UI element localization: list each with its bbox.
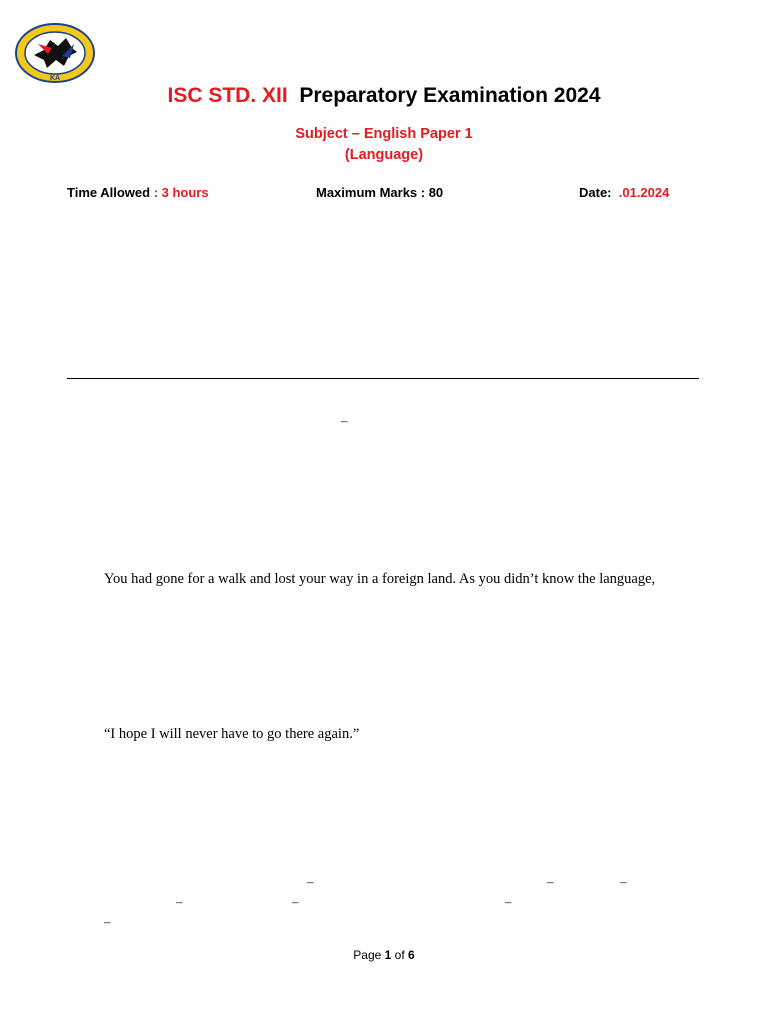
svg-text:KA: KA <box>49 75 61 82</box>
page-title <box>0 84 768 108</box>
page-current: 1 <box>384 948 392 962</box>
page-total: 6 <box>408 948 415 962</box>
time-label: Time Allowed <box>67 185 151 200</box>
page-word: Page <box>353 948 382 962</box>
quote-line: “I hope I will never have to go there again.” <box>104 726 360 742</box>
dash-mark: – <box>292 894 299 909</box>
page-number <box>0 948 768 962</box>
maximum-marks: Maximum Marks : 80 <box>316 185 444 200</box>
dash-mark: – <box>104 914 111 929</box>
dash-mark: – <box>341 413 348 428</box>
question-paragraph: You had gone for a walk and lost your way in a foreign land. As you didn’t know the language, <box>104 571 656 587</box>
date-value: .01.2024 <box>618 185 670 200</box>
dash-mark: – <box>547 874 554 889</box>
of-word: of <box>394 948 405 962</box>
exam-date <box>579 185 669 200</box>
horizontal-rule <box>67 378 699 379</box>
time-allowed <box>67 185 209 200</box>
dash-mark: – <box>176 894 183 909</box>
dash-mark: – <box>505 894 512 909</box>
date-label: Date: <box>579 185 612 200</box>
time-value: : 3 hours <box>153 185 209 200</box>
title-exam: Preparatory Examination 2024 <box>299 84 601 107</box>
subject-line: Subject – English Paper 1 <box>295 126 473 142</box>
language-line: (Language) <box>344 147 424 163</box>
dash-mark: – <box>307 874 314 889</box>
title-class: ISC STD. XII <box>167 84 288 107</box>
dash-mark: – <box>620 874 627 889</box>
association-logo-icon <box>14 22 96 84</box>
